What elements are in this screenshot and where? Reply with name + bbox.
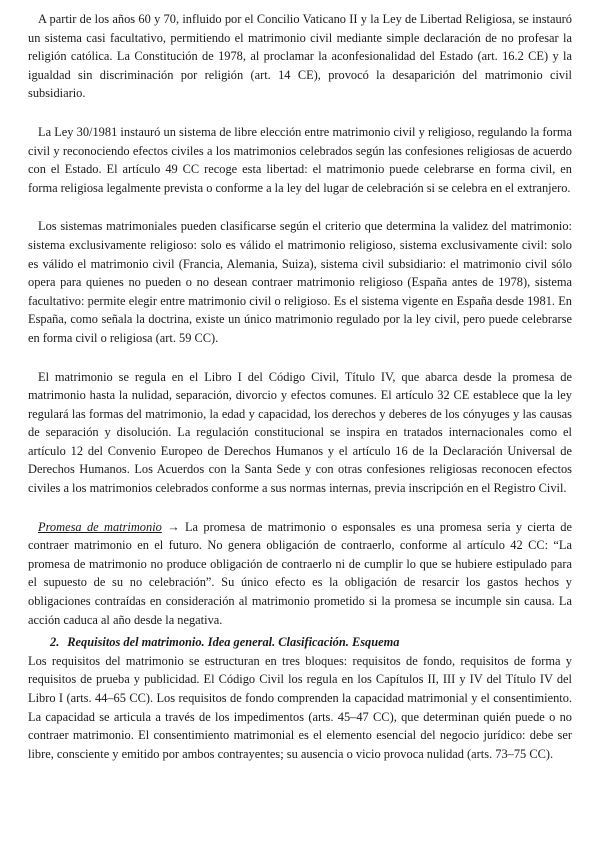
section-title: Requisitos del matrimonio. Idea general. Clasificación. Esquema [67,635,400,650]
promesa-title: Promesa de matrimonio [38,519,162,534]
section-number: 2. [50,635,60,650]
paragraph-sistemas-matrimoniales: Los sistemas matrimoniales pueden clasificarse según el criterio que determina la validez del matrimonio: sistema exclusivamente religioso: solo es válido el matrimonio religioso, sistema exclusivamente civil: solo es válido el matrimonio civil (Francia, Alemania, Suiza), sistema civil subsidiario: el matrimonio civil sólo opera para quienes no pueden o no desean contraer matrimonio religioso (España antes de 1978), sistema facultativo: permite elegir entre matrimonio civil o religioso. Es el sistema vigente en España desde 1981. En España, como señala la doctrina, existe un único matrimonio regulado por la ley civil, pero puede celebrarse en forma civil o religiosa (art. 59 CC). [28,219,572,345]
paragraph-promesa-matrimonio [28,518,572,630]
section-heading [50,633,572,652]
paragraph-regulacion-codigo-civil: El matrimonio se regula en el Libro I del Código Civil, Título IV, que abarca desde la promesa de matrimonio hasta la nulidad, separación, divorcio y efectos comunes. El artículo 32 CE establece que la ley regulará las formas del matrimonio, la edad y capacidad, los derechos y deberes de los cónyuges y las causas de separación y disolución. La regulación constitucional se inspira en tratados internacionales como el artículo 12 del Convenio Europeo de Derechos Humanos y el artículo 16 de la Declaración Universal de Derechos Humanos. Los Acuerdos con la Santa Sede y con otras confesiones religiosas reconocen efectos civiles a los matrimonios celebrados conforme a sus normas internas, previa inscripción en el Registro Civil. [28,369,572,496]
document-page [28,10,572,783]
promesa-text: La promesa de matrimonio o esponsales es una promesa seria y cierta de contraer matrimonio en el futuro. No genera obligación de contraerlo, conforme al artículo 42 CC: “La promesa de matrimonio no produce obligación de contraerlo ni de cumplir lo que se hubiere estipulado para el supuesto de su no celebración”. Su único efecto es la obligación de resarcir los gastos hechos y obligaciones contraídas en consideración al matrimonio prometido si la promesa se incumple sin causa. La acción caduca al año desde la negativa. [28,519,572,627]
arrow-icon: → [167,519,180,534]
paragraph-requisitos: Los requisitos del matrimonio se estructuran en tres bloques: requisitos de fondo, requisitos de forma y requisitos de prueba y publicidad. El Código Civil los regula en los Capítulos II, III y IV del Título IV del Libro I (arts. 44–65 CC). Los requisitos de fondo comprenden la capacidad matrimonial y el consentimiento. La capacidad se articula a través de los impedimentos (arts. 45–47 CC), que determinan quién puede o no contraer matrimonio. El consentimiento matrimonial es el elemento esencial del negocio jurídico: debe ser libre, consciente y emitido por ambos contrayentes; su ausencia o vicio provoca nulidad (arts. 73–75 CC). [28,653,572,761]
paragraph-ley-30-1981: La Ley 30/1981 instauró un sistema de libre elección entre matrimonio civil y religioso, regulando la forma civil y reconociendo efectos civiles a los matrimonios celebrados según las confesiones religiosas de acuerdo con el Estado. El artículo 49 CC recoge esta libertad: el matrimonio puede celebrarse en forma civil, en forma religiosa legalmente prevista o conforme a la ley del lugar de celebración si se celebra en el extranjero. [28,124,572,195]
paragraph-sistema-facultativo: A partir de los años 60 y 70, influido por el Concilio Vaticano II y la Ley de Libertad Religiosa, se instauró un sistema casi facultativo, permitiendo el matrimonio civil mediante simple declaración de no profesar la religión católica. La Constitución de 1978, al proclamar la aconfesionalidad del Estado (art. 16.2 CE) y la igualdad sin discriminación por religión (art. 14 CE), provocó la desaparición del matrimonio civil subsidiario. [28,12,572,101]
